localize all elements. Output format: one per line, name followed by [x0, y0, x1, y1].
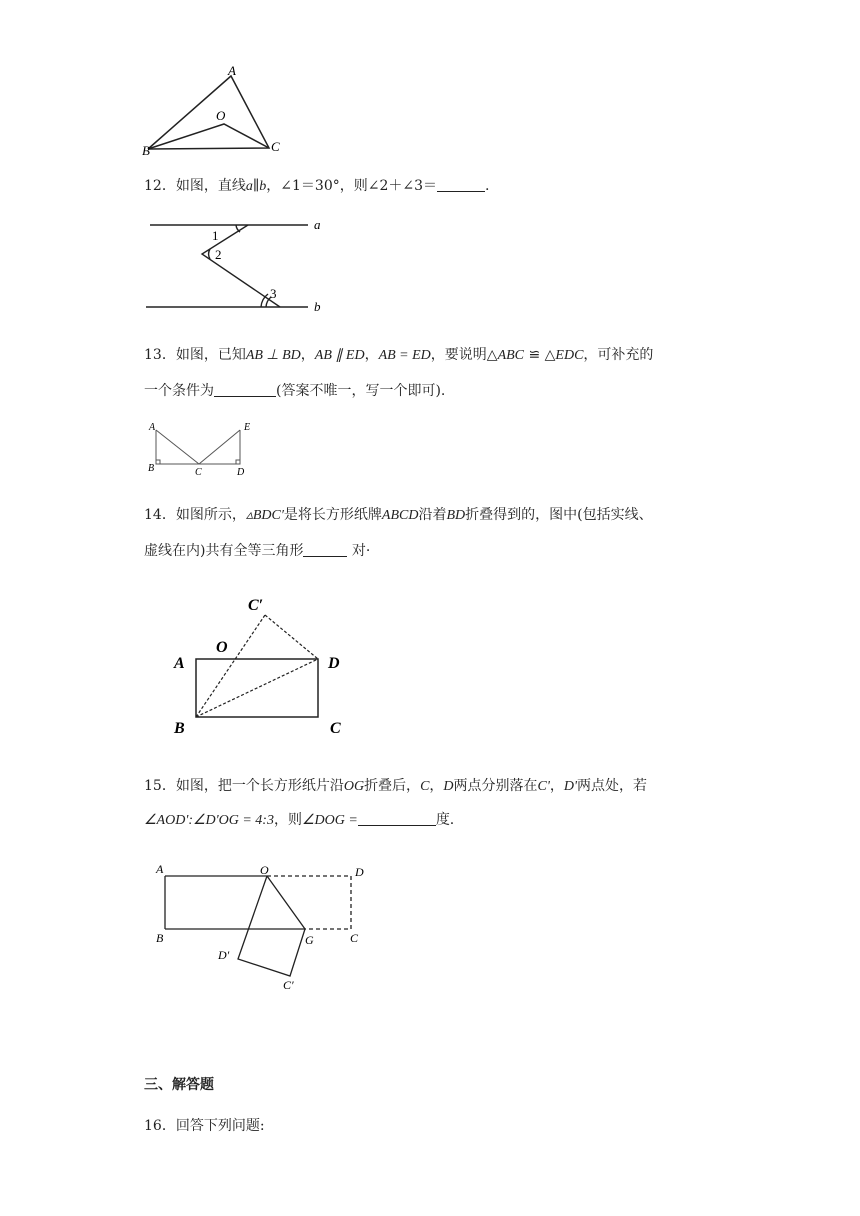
q15-answer-blank	[358, 811, 436, 826]
q12-parallel: ∥	[252, 178, 260, 194]
q15-cprime: C'	[537, 779, 550, 794]
q13-sep2: ，	[364, 347, 379, 363]
label-C: C	[195, 467, 202, 478]
q13-line2b: (答案不唯一，写一个即可).	[276, 383, 446, 399]
q15-number: 15．如图，把一个长方形纸片沿	[144, 778, 344, 794]
label-A: A	[156, 862, 164, 876]
label-B: B	[174, 720, 185, 737]
q13-text2: ，要说明△	[430, 347, 498, 363]
q15-text6: ，则	[273, 812, 302, 828]
question-13-line1	[144, 344, 653, 364]
label-O: O	[216, 639, 228, 656]
label-angle-2: 2	[215, 247, 222, 262]
q14-answer-blank	[303, 542, 347, 557]
figure-q13-triangles	[144, 418, 264, 480]
q13-text3: ，可补充的	[583, 347, 654, 363]
label-G: G	[305, 933, 314, 947]
q13-cond2: AB ∥ ED	[314, 348, 365, 363]
q14-tri: ▵BDC′	[245, 508, 284, 523]
q15-og: OG	[343, 779, 365, 794]
q14-abcd: ABCD	[381, 508, 419, 523]
label-B: B	[156, 931, 164, 945]
q12-var-a: a	[245, 179, 253, 194]
figure-q11-triangle	[138, 62, 288, 160]
label-D: D	[355, 865, 364, 879]
q12-number: 12．	[144, 178, 176, 194]
q13-sep1: ，	[300, 347, 315, 363]
label-B: B	[148, 463, 155, 474]
q15-d: D	[443, 779, 454, 794]
q13-cong: ≌ △	[524, 347, 556, 363]
question-13-line2	[144, 380, 445, 400]
q15-text2: ，	[429, 778, 444, 794]
q15-text1: 折叠后，	[364, 778, 421, 794]
q12-answer-blank	[437, 177, 485, 192]
q14-text3: 折叠得到的，图中(包括实线、	[465, 507, 653, 523]
q14-text2: 沿着	[418, 507, 447, 523]
q15-end: 度.	[435, 812, 455, 828]
figure-q12-parallel-lines	[140, 212, 340, 317]
question-12	[144, 175, 489, 195]
label-A: A	[174, 655, 185, 672]
q15-text3: 两点分别落在	[453, 778, 538, 794]
label-angle-1: 1	[212, 228, 219, 243]
q15-c: C	[420, 779, 430, 794]
q14-bd: BD	[446, 508, 466, 523]
label-D-prime: D′	[218, 948, 230, 962]
q13-number: 13．	[144, 347, 176, 363]
label-angle-3: 3	[270, 286, 277, 301]
label-C-prime: C′	[248, 597, 264, 614]
q15-ask: ∠DOG =	[301, 813, 358, 828]
figure-q14-folded-rectangle	[168, 592, 368, 742]
q12-text1: 如图，直线	[175, 178, 246, 194]
label-C: C	[330, 720, 341, 737]
q12-text2: ，∠1＝30°，则∠2＋∠3＝	[266, 178, 438, 194]
question-15-line1	[144, 775, 647, 795]
label-A: A	[228, 63, 236, 78]
q15-text4: ，	[549, 778, 564, 794]
label-line-a: a	[314, 217, 321, 232]
label-C: C	[271, 139, 280, 154]
label-E: E	[244, 422, 251, 433]
q12-var-b: b	[259, 179, 267, 194]
q13-tri2: EDC	[555, 348, 584, 363]
q13-tri1: ABC	[497, 348, 525, 363]
label-O: O	[216, 108, 226, 123]
figure-q15-folded-paper	[150, 858, 380, 998]
question-16: 16．回答下列问题:	[144, 1118, 265, 1134]
q15-ratio: ∠AOD':∠D'OG = 4:3	[144, 813, 274, 828]
q13-answer-blank	[214, 382, 276, 397]
section-title: 三、解答题	[144, 1077, 214, 1093]
q13-cond1: AB ⊥ BD	[245, 348, 301, 363]
q13-text1: 如图，已知	[175, 347, 246, 363]
question-15-line2	[144, 809, 454, 829]
label-D: D	[237, 467, 245, 478]
q12-end: .	[485, 178, 490, 194]
q14-line2a: 虚线在内)共有全等三角形	[144, 543, 304, 559]
q13-line2a: 一个条件为	[144, 383, 214, 399]
label-O: O	[260, 863, 269, 877]
q14-number: 14．如图所示，	[144, 507, 246, 523]
label-line-b: b	[314, 299, 321, 314]
label-C-prime: C′	[283, 978, 294, 992]
question-14-line1	[144, 504, 653, 524]
q14-line2b: 对·	[351, 543, 371, 559]
q15-text5: 两点处，若	[576, 778, 647, 794]
question-14-line2	[144, 540, 370, 560]
q14-text1: 是将长方形纸牌	[283, 507, 382, 523]
q13-cond3: AB = ED	[378, 348, 431, 363]
label-D: D	[328, 655, 340, 672]
label-A: A	[149, 422, 156, 433]
q15-dprime: D'	[563, 779, 577, 794]
label-C: C	[350, 931, 359, 945]
label-B: B	[142, 143, 150, 158]
